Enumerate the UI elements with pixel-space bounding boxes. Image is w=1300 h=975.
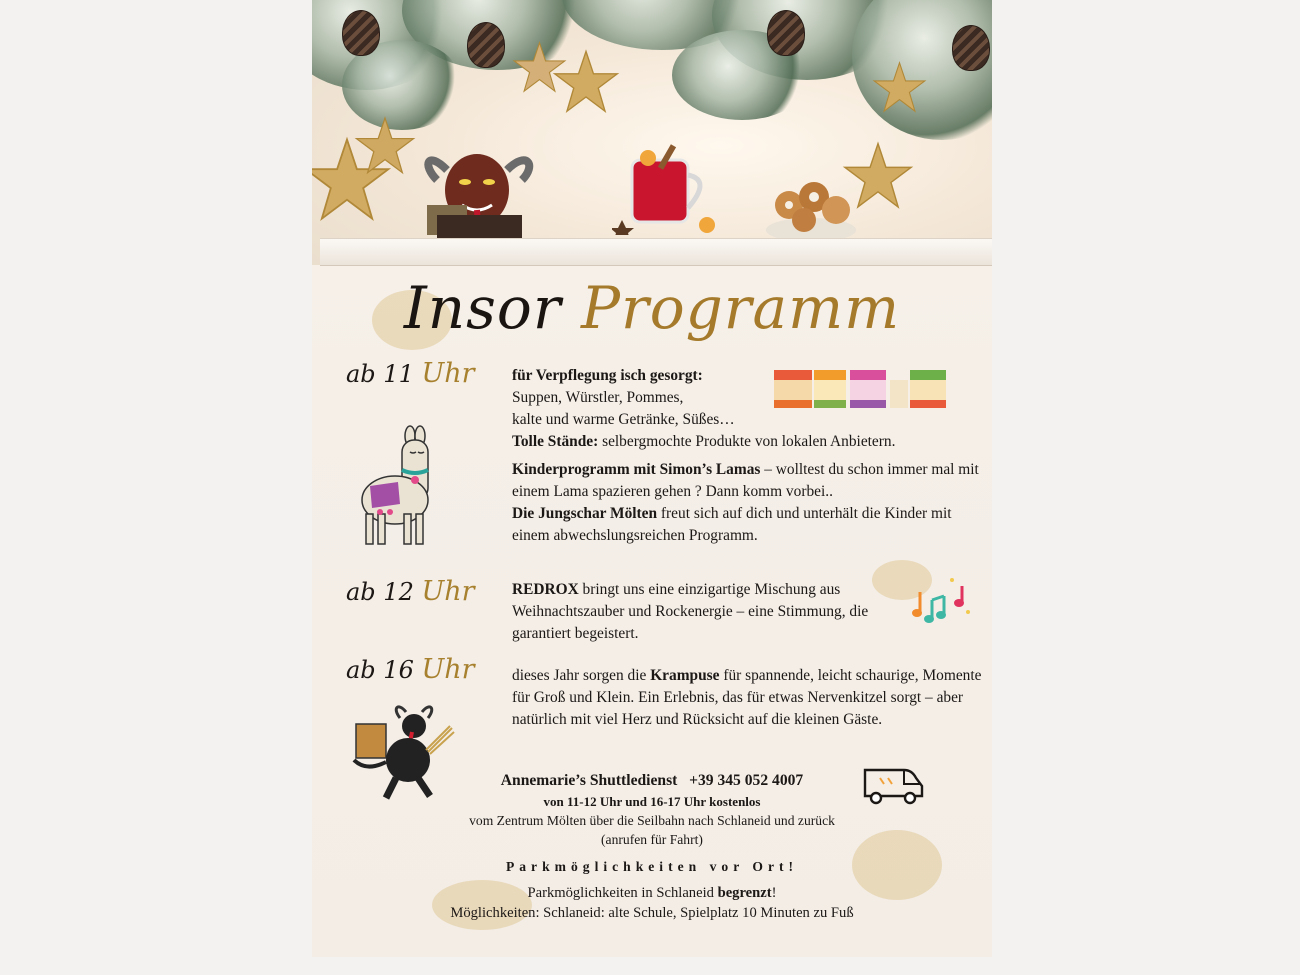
parking-line-2: Möglichkeiten: Schlaneid: alte Schule, Spielplatz 10 Minuten zu Fuß — [450, 905, 854, 921]
shuttle-route: vom Zentrum Mölten über die Seilbahn nach Schlaneid und zurück — [469, 813, 835, 828]
shuttle-heading: Annemarie’s Shuttledienst +39 345 052 4007 — [500, 772, 804, 789]
mulled-wine-glass-icon — [612, 140, 722, 239]
title-part-2: Programm — [581, 274, 901, 342]
shuttle-times: von 11-12 Uhr und 16-17 Uhr kostenlos — [543, 794, 761, 809]
krampus-section: dieses Jahr sorgen die Krampuse für spannende, leicht schaurige, Momente für Groß und Klein. Ein Erlebnis, das für etwas Nervenkitzel sorgt – aber natürlich mit viel Herz und Rücksicht auf die kleinen Gäste. — [512, 667, 982, 728]
band-section: REDROX bringt uns eine einzigartige Mischung aus Weihnachtszauber und Rockenergie – eine Stimmung, die garantiert begeistert. — [512, 581, 869, 642]
time-label-11: ab 11 Uhr — [346, 358, 475, 389]
pine-cone-icon — [342, 10, 380, 56]
wooden-shelf — [320, 238, 992, 266]
pine-cone-icon — [952, 25, 990, 71]
music-notes-icon — [910, 572, 974, 628]
parking-line-1: Parkmöglichkeiten in Schlaneid begrenzt! — [527, 885, 777, 901]
llama-icon — [360, 422, 435, 551]
gold-star-icon — [354, 115, 416, 177]
krampus-face-icon — [417, 140, 542, 244]
krampus-figure-icon — [346, 702, 456, 806]
pine-cone-icon — [467, 22, 505, 68]
header-decoration — [312, 0, 992, 265]
time-label-12: ab 12 Uhr — [346, 576, 475, 607]
food-section: für Verpflegung isch gesorgt: Suppen, Würstler, Pommes, kalte und warme Getränke, Süßes… Tolle Stände: selbergmochte Produkte von lokalen Anbietern. — [512, 367, 896, 450]
kids-section: Kinderprogramm mit Simon’s Lamas – wolltest du schon immer mal mit einem Lama spazieren gehen ? Dann komm vorbei.. Die Jungschar Mölten freut sich auf dich und unterhält die Kinder mit einem abwechslungsreichen Programm. — [512, 461, 979, 544]
page-title — [312, 268, 992, 348]
time-label-16: ab 16 Uhr — [346, 654, 475, 685]
gold-star-icon — [552, 48, 620, 116]
event-poster — [312, 0, 992, 957]
gold-star-icon — [872, 60, 927, 115]
parking-heading: Parkmöglichkeiten vor Ort! — [505, 859, 799, 874]
shuttle-phone[interactable]: +39 345 052 4007 — [689, 772, 804, 789]
pine-cone-icon — [767, 10, 805, 56]
shuttle-note: (anrufen für Fahrt) — [601, 832, 703, 847]
title-part-1: Insor — [403, 274, 562, 342]
